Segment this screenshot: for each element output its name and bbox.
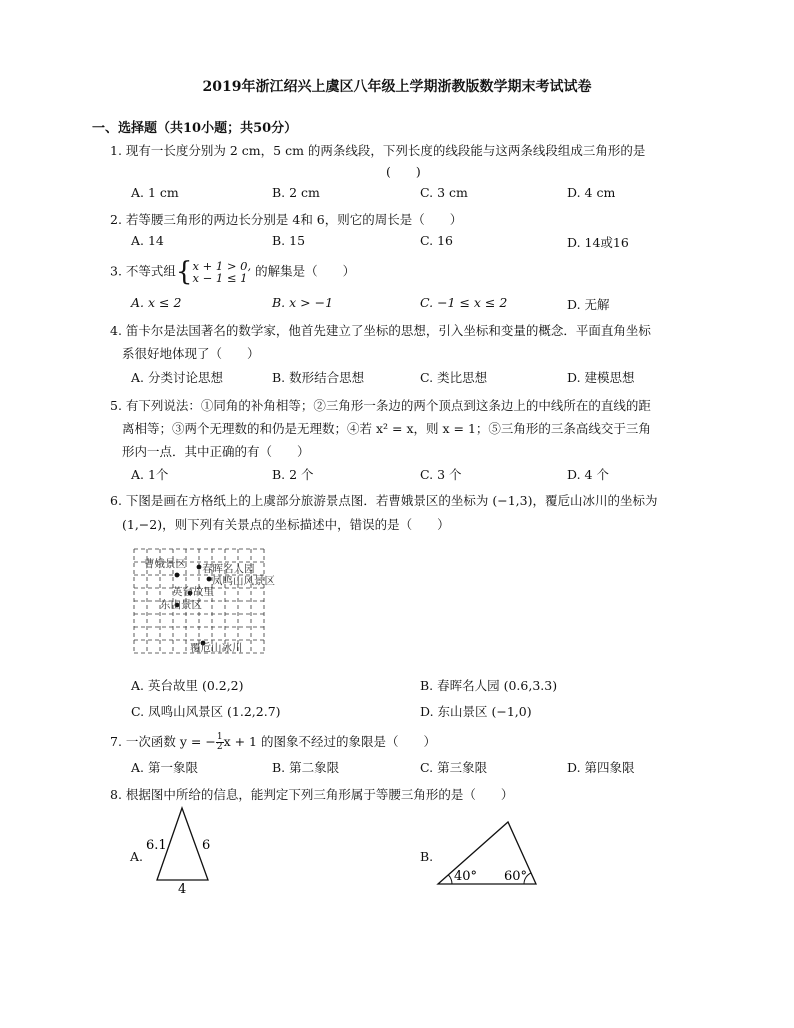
label-fengmingshan: 凤鸣山风景区 [212,575,275,587]
label-dongshan: 东山景区 [160,599,202,611]
q1-answer-paren: ( ) [386,164,421,179]
q7-frac-num: 1 [216,732,223,742]
q7-option-d: D. 第四象限 [567,760,635,775]
q3-option-d: D. 无解 [567,297,610,312]
q2-option-d: D. 14或16 [567,235,629,250]
q4-option-d: D. 建模思想 [567,370,635,385]
q2-stem: 2. 若等腰三角形的两边长分别是 4和 6，则它的周长是（ ） [110,212,463,227]
point-fengmingshan [207,577,212,582]
q6-option-b: B. 春晖名人园 (0.6,3.3) [420,678,558,693]
triangle-b-angle-right: 60° [504,869,528,884]
label-chunhui: 春晖名人园 [202,563,255,575]
q5-option-b: B. 2 个 [272,467,314,482]
q2-option-c: C. 16 [420,233,453,248]
q3-suffix: 的解集是（ ） [255,263,356,279]
q7-option-a: A. 第一象限 [131,760,198,775]
q6-stem-line2: (1,−2)，则下列有关景点的坐标描述中，错误的是（ ） [122,517,450,532]
q3-option-b: B. x > −1 [272,295,334,310]
q6-stem-line1: 6. 下图是画在方格纸上的上虞部分旅游景点图．若曹娥景区的坐标为 (−1,3)，覆卮山冰川的坐标为 [110,493,658,508]
q3-stem [110,259,355,285]
q4-option-a: A. 分类讨论思想 [131,370,223,385]
q4-stem-line1: 4. 笛卡尔是法国著名的数学家，他首先建立了坐标的思想，引入坐标和变量的概念．平面直角坐标 [110,323,651,338]
q3-inequality-system [192,260,251,284]
q1-option-d: D. 4 cm [567,185,616,200]
point-caoe [175,573,180,578]
triangle-b-angle-left: 40° [454,869,478,884]
triangle-b-arc-left [449,875,453,884]
q8-option-a-label: A. [130,849,144,864]
q1-option-c: C. 3 cm [420,185,468,200]
q7-suffix: x + 1 的图象不经过的象限是（ ） [223,734,436,749]
q7-stem [110,731,436,753]
label-yingtai: 英台故里 [172,586,214,598]
q1-option-b: B. 2 cm [272,185,320,200]
q8-triangle-a [140,804,230,896]
q5-stem-line3: 形内一点．其中正确的有（ ） [122,444,310,459]
q8-stem: 8. 根据图中所给的信息，能判定下列三角形属于等腰三角形的是（ ） [110,787,514,802]
q6-option-d: D. 东山景区 (−1,0) [420,704,532,719]
q5-stem-line2: 离相等；③两个无理数的和仍是无理数；④若 x² = x，则 x = 1；⑤三角形的三条高线交于三角 [122,421,651,436]
label-fuzhishan: 覆卮山冰川 [190,642,243,654]
q5-option-c: C. 3 个 [420,467,462,482]
section-heading: 一、选择题（共10小题；共50分） [92,121,298,136]
q3-option-c: C. −1 ≤ x ≤ 2 [420,295,508,310]
triangle-a-base: 4 [178,882,187,896]
q6-option-a: A. 英台故里 (0.2,2) [131,678,244,693]
q5-stem-line1: 5. 有下列说法：①同角的补角相等；②三角形一条边的两个顶点到这条边上的中线所在的直线的距 [110,398,651,413]
exam-title: 2019年浙江绍兴上虞区八年级上学期浙教版数学期末考试试卷 [202,79,592,95]
q4-option-c: C. 类比思想 [420,370,488,385]
q3-ineq-2: x − 1 ≤ 1 [192,271,248,285]
q7-frac-den: 2 [216,742,223,752]
q3-ineq-1: x + 1 > 0, [192,259,252,273]
triangle-a-left-side: 6.1 [146,838,167,853]
scenic-grid-map [128,545,288,663]
q3-prefix: 3. 不等式组 [110,263,176,279]
q1-option-a: A. 1 cm [131,185,179,200]
q7-option-c: C. 第三象限 [420,760,488,775]
q7-prefix: 7. 一次函数 y = − [110,734,216,749]
q7-option-b: B. 第二象限 [272,760,340,775]
q2-option-a: A. 14 [131,233,164,248]
q4-option-b: B. 数形结合思想 [272,370,365,385]
triangle-a-right-side: 6 [202,838,211,853]
q3-option-a: A. x ≤ 2 [131,295,182,310]
q3-brace: { [175,257,193,287]
q7-fraction [216,733,224,752]
q5-option-a: A. 1个 [131,467,169,482]
point-chunhui [197,565,202,570]
label-caoe: 曹娥景区 [144,558,186,570]
q5-option-d: D. 4 个 [567,467,609,482]
q8-triangle-b [432,818,542,888]
q6-option-c: C. 凤鸣山风景区 (1.2,2.7) [131,704,281,719]
q8-option-b-label: B. [420,849,434,864]
q4-stem-line2: 系很好地体现了（ ） [122,346,260,361]
q1-stem: 1. 现有一长度分别为 2 cm，5 cm 的两条线段，下列长度的线段能与这两条线段组成三角形的是 [110,143,646,158]
q2-option-b: B. 15 [272,233,306,248]
